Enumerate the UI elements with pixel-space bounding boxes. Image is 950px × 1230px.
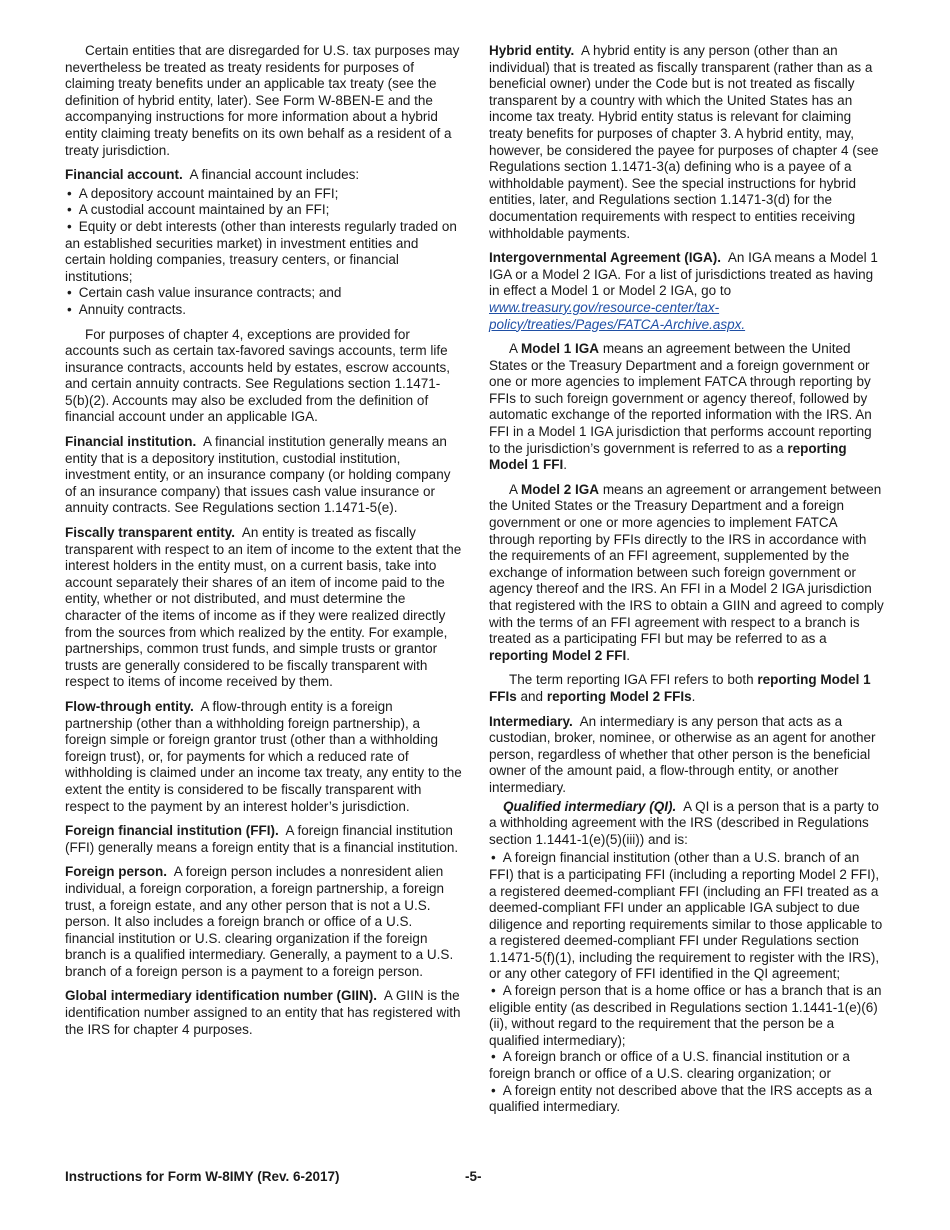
model-1-iga-text: means an agreement between the United States or the Treasury Department and a foreign government or one or more agencies to implement FATCA through reporting by FFIs to such foreign government or agency thereof, followed by automatic exchange of the reported information with the IRS. An FFI in a Model 1 IGA jurisdiction that performs account reporting to the jurisdiction’s government is referred to as a <box>489 341 872 456</box>
list-item: • A foreign entity not described above that the IRS accepts as a qualified intermediary. <box>489 1083 885 1116</box>
model-1-iga-term: Model 1 IGA <box>521 341 600 357</box>
reporting-iga-ffi-text: The term reporting IGA FFI refers to both <box>509 672 754 688</box>
right-column <box>489 43 885 1124</box>
qi-list <box>489 850 885 1116</box>
reporting-model-2-ffis-term: reporting Model 2 FFIs <box>546 688 692 704</box>
reporting-model-2-ffi-term: reporting Model 2 FFI <box>489 647 627 663</box>
fiscally-transparent-text: An entity is treated as fiscally transparent with respect to an item of income to the extent that the interest holders in the entity must, on a current basis, take into account separately their shares of an item of income paid to the entity, whether or not distributed, and must determine the character of the items of income as if they were realized directly from the sources from which realized by the entity. For example, partnerships, common trust funds, and simple trusts or grantor trusts are generally considered to be fiscally transparent with respect to items of income received by them. <box>65 525 462 690</box>
intermediary-paragraph <box>489 714 885 797</box>
page-number: -5- <box>465 1169 482 1184</box>
fiscally-transparent-heading: Fiscally transparent entity. <box>65 525 236 541</box>
financial-account-paragraph <box>65 167 462 184</box>
intermediary-text: An intermediary is any person that acts as a custodian, broker, nominee, or otherwise as an agent for another person, regardless of whether that other person is the beneficial owner of the amount paid, a flow-through entity, or another intermediary. <box>489 713 876 795</box>
foreign-person-heading: Foreign person. <box>65 864 168 880</box>
ffi-heading: Foreign financial institution (FFI). <box>65 823 279 839</box>
model-1-article: A <box>509 341 518 357</box>
list-item: • A foreign branch or office of a U.S. financial institution or a foreign branch or office of a U.S. clearing organization; or <box>489 1049 885 1082</box>
model-2-iga-term: Model 2 IGA <box>521 481 600 497</box>
reporting-model-1-ffi-term: reporting Model 1 FFI <box>489 440 847 473</box>
qi-paragraph <box>489 799 885 849</box>
iga-text: An IGA means a Model 1 IGA or a Model 2 IGA. For a list of jurisdictions treated as having in effect a Model 1 or Model 2 IGA, go to <box>489 250 878 299</box>
hybrid-entity-heading: Hybrid entity. <box>489 43 575 58</box>
financial-institution-text: A financial institution generally means an entity that is a depository institution, custodial institution, investment entity, or an insurance company (or holding company of an insurance company) that issues cash value insurance or annuity contracts. See Regulations section 1.1471-5(e). <box>65 434 451 516</box>
iga-paragraph <box>489 250 885 333</box>
model-2-article: A <box>509 481 518 497</box>
footer-form-title: Instructions for Form W-8IMY (Rev. 6-2017) <box>65 1169 340 1184</box>
foreign-person-text: A foreign person includes a nonresident alien individual, a foreign corporation, a foreign partnership, a foreign trust, a foreign estate, and any other person that is not a U.S. person. It also includes a foreign branch or office of a U.S. financial institution or U.S. clearing organization if the foreign branch is a qualified intermediary. Generally, a payment to a U.S. branch of a foreign person is a payment to a foreign person. <box>65 864 454 979</box>
list-item: • Certain cash value insurance contracts; and <box>65 285 462 302</box>
financial-account-list <box>65 186 462 319</box>
list-item: • A custodial account maintained by an FFI; <box>65 202 462 219</box>
qi-text: A QI is a person that is a party to a withholding agreement with the IRS (described in Regulations section 1.1441-1(e)(5)(iii)) and is: <box>489 798 879 847</box>
reporting-model-1-ffis-term: reporting Model 1 FFIs <box>489 672 871 704</box>
fiscally-transparent-paragraph <box>65 525 462 691</box>
hybrid-entity-text: A hybrid entity is any person (other than an individual) that is treated as fiscally transparent (rather than as a beneficial owner) under the Code but is not treated as fiscally transparent by a country with which the United States has an income tax treaty. Hybrid entity status is relevant for claiming treaty benefits for purposes of chapter 3. A hybrid entity, may, however, be considered the payee for purposes of chapter 4 (see Regulations section 1.1471-3(a) defining who is a payee of a withholdable payment). See the special instructions for hybrid entities, later, and Regulations section 1.1471-3(d) for the documentation requirements with respect to entities receiving withholdable payments. <box>489 43 879 241</box>
ffi-text: A foreign financial institution (FFI) generally means a foreign entity that is a financial institution. <box>65 823 459 855</box>
giin-text: A GIIN is the identification number assigned to an entity that has registered with the IRS for chapter 4 purposes. <box>65 988 461 1037</box>
reporting-iga-ffi-paragraph: The term reporting IGA FFI refers to both reporting Model 1 FFIs and reporting Model 2 FFIs. <box>489 672 871 704</box>
qi-heading: Qualified intermediary (QI). <box>503 798 677 814</box>
financial-account-exceptions-paragraph: For purposes of chapter 4, exceptions are provided for accounts such as certain tax-favored savings accounts, term life insurance contracts, accounts held by estates, escrow accounts, and certain annuity contracts. See Regulations section 1.1471-5(b)(2). Accounts may also be excluded from the definition of financial account under an applicable IGA. <box>65 326 450 425</box>
flow-through-entity-paragraph <box>65 699 462 815</box>
left-column <box>65 43 462 1046</box>
list-item: • Annuity contracts. <box>65 302 462 319</box>
flow-through-entity-text: A flow-through entity is a foreign partnership (other than a withholding foreign partnership), a foreign simple or foreign grantor trust (other than a withholding foreign trust), or, for payments for which a reduced rate of withholding is claimed under an income tax treaty, any entity to the extent the entity is considered to be fiscally transparent with respect to the payment by an interest holder’s jurisdiction. <box>65 698 462 814</box>
giin-heading: Global intermediary identification number (GIIN). <box>65 988 378 1004</box>
foreign-person-paragraph <box>65 864 462 980</box>
and-word: and <box>520 688 544 704</box>
giin-paragraph <box>65 988 462 1038</box>
financial-account-text: A financial account includes: <box>189 167 360 183</box>
model-2-iga-paragraph: A Model 2 IGA means an agreement or arrangement between the United States or the Treasury Department and a foreign government or one or more agencies to implement FATCA through reporting by FFIs directly to the IRS in accordance with the requirements of an FFI agreement, supplemented by the exchange of information between such foreign government or agency thereof and the IRS. An FFI in a Model 2 IGA jurisdiction that registered with the IRS to obtain a GIIN and agreed to comply with the terms of an FFI agreement with respect to a branch is treated as a participating FFI but may be referred to as a reporting Model 2 FFI. <box>489 481 884 663</box>
intermediary-heading: Intermediary. <box>489 713 573 729</box>
model-1-iga-paragraph: A Model 1 IGA means an agreement between the United States or the Treasury Department and a foreign government or one or more agencies to implement FATCA through reporting by FFIs to such foreign government or agency thereof, followed by automatic exchange of the reported information with the IRS. An FFI in a Model 1 IGA jurisdiction that performs account reporting to the jurisdiction’s government is referred to as a reporting Model 1 FFI. <box>489 341 872 473</box>
disregarded-entities-paragraph: Certain entities that are disregarded for U.S. tax purposes may nevertheless be treated as treaty residents for purposes of claiming treaty benefits under an applicable tax treaty (see the definition of hybrid entity, later). See Form W-8BEN-E and the accompanying instructions for more information about a hybrid entity claiming treaty benefits on its own behalf as a resident of a treaty jurisdiction. <box>65 43 460 158</box>
financial-account-heading: Financial account. <box>65 167 183 183</box>
list-item: • A depository account maintained by an FFI; <box>65 186 462 203</box>
fatca-archive-link[interactable]: www.treasury.gov/resource-center/tax-policy/treaties/Pages/FATCA-Archive.aspx. <box>489 299 746 332</box>
flow-through-entity-heading: Flow-through entity. <box>65 698 194 714</box>
financial-institution-paragraph <box>65 434 462 517</box>
financial-institution-heading: Financial institution. <box>65 434 197 450</box>
list-item: • Equity or debt interests (other than interests regularly traded on an established securities market) in investment entities and certain holding companies, treasury centers, or financial institutions; <box>65 219 462 285</box>
list-item: • A foreign financial institution (other than a U.S. branch of an FFI) that is a participating FFI (including a reporting Model 2 FFI), a registered deemed-compliant FFI (including an FFI treated as a deemed-compliant FFI under an applicable IGA subject to due diligence and reporting requirements similar to those applicable to a registered deemed-compliant FFI under Regulations section 1.1471-5(f)(1), including the requirement to register with the IRS), or any other category of FFI identified in the QI agreement; <box>489 850 885 983</box>
list-item: • A foreign person that is a home office or has a branch that is an eligible entity (as described in Regulations section 1.1441-1(e)(6)(ii), without regard to the requirement that the person be a qualified intermediary); <box>489 983 885 1049</box>
iga-heading: Intergovernmental Agreement (IGA). <box>489 250 722 266</box>
ffi-paragraph <box>65 823 462 856</box>
model-2-iga-text: means an agreement or arrangement between the United States or the Treasury Department and a foreign government or one or more agencies to implement FATCA through reporting by FFIs directly to the IRS in accordance with the requirements of an FFI agreement, supplemented by the exchange of information between such foreign government or agency thereof and the IRS. An FFI in a Model 2 IGA jurisdiction that registered with the IRS to obtain a GIIN and agreed to comply with the terms of an FFI agreement with respect to a branch is treated as a participating FFI but may be referred to as a <box>489 481 884 647</box>
hybrid-entity-paragraph <box>489 43 885 242</box>
